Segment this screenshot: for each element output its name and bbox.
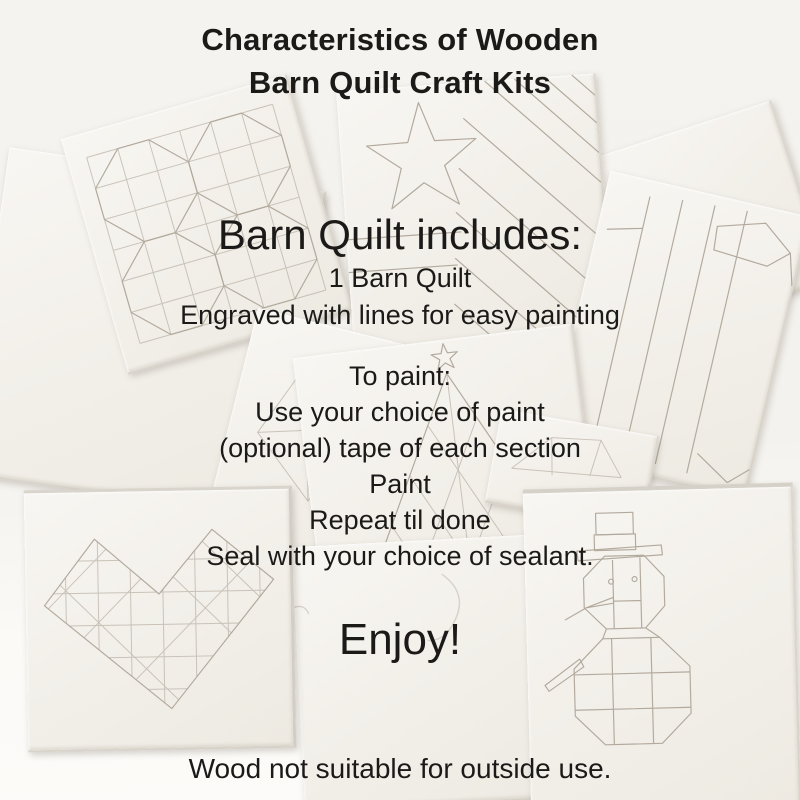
snowman-engraving	[523, 487, 799, 800]
to-paint-heading: To paint:	[348, 361, 452, 391]
includes-heading: Barn Quilt includes:	[217, 211, 583, 258]
includes-line-2: Engraved with lines for easy painting	[180, 300, 620, 330]
star-engraving	[364, 99, 481, 210]
wood-tile-star-stripes	[336, 73, 614, 355]
star-stripes-engraving	[336, 73, 612, 353]
wood-tile-patchwork-heart	[24, 486, 297, 753]
to-paint-step: Paint	[369, 469, 431, 499]
snowman-eye-right	[632, 577, 637, 582]
snowman-hat-brim	[577, 545, 663, 561]
snowman-hat-top	[596, 512, 634, 535]
footer-note: Wood not suitable for outside use.	[188, 753, 612, 784]
to-paint-step: Seal with your choice of sealant.	[206, 541, 594, 571]
to-paint-step: Repeat til done	[309, 505, 491, 535]
title-line-2: Barn Quilt Craft Kits	[248, 65, 552, 100]
heart-engraving	[24, 489, 293, 751]
title-line-1: Characteristics of Wooden	[201, 22, 599, 57]
tree-star-engraving	[430, 342, 459, 370]
to-paint-step: Use your choice of paint	[255, 397, 545, 427]
to-paint-step: (optional) tape of each section	[219, 433, 581, 463]
snowman-body	[573, 637, 692, 746]
wood-tile-snowman	[523, 483, 800, 800]
includes-line-1: 1 Barn Quilt	[328, 263, 472, 293]
snowman-head	[583, 555, 665, 630]
closing-text: Enjoy!	[338, 615, 462, 664]
snowman-nose	[586, 597, 614, 608]
